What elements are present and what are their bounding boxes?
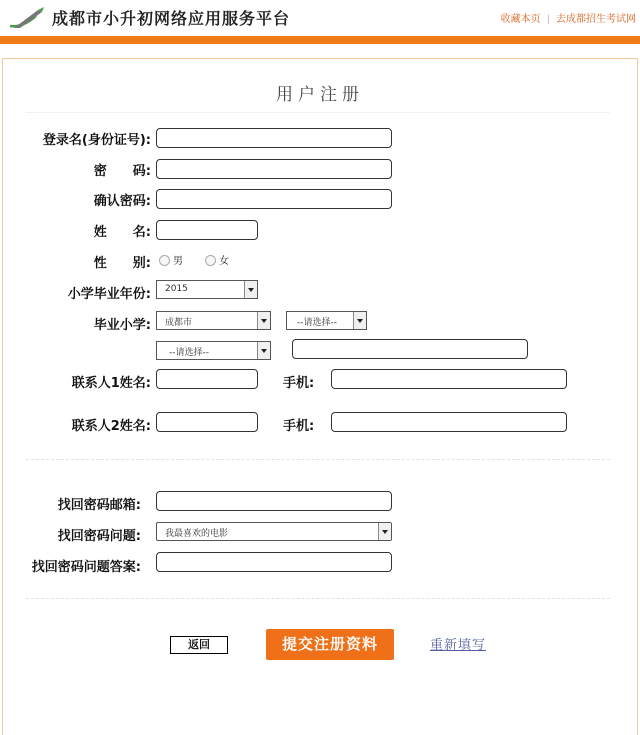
section-divider	[26, 459, 610, 460]
phone2-label: 手机:	[283, 419, 315, 434]
bookmark-link[interactable]: 收藏本页	[500, 14, 541, 25]
contact1-name-input[interactable]	[156, 369, 258, 389]
gender-male-label: 男	[173, 256, 183, 267]
graduation-year-label: 小学毕业年份:	[67, 287, 151, 302]
pen-logo-icon	[8, 6, 48, 30]
graduation-year-value: 2015	[165, 284, 188, 294]
header-accent-bar	[0, 36, 640, 44]
back-button[interactable]: 返回	[170, 636, 228, 654]
contact2-name-input[interactable]	[156, 412, 258, 432]
recovery-email-input[interactable]	[156, 491, 392, 511]
school-area-value: --请选择--	[169, 348, 209, 358]
actions-divider	[26, 598, 610, 599]
recovery-email-label: 找回密码邮箱:	[57, 498, 141, 513]
exam-site-link[interactable]: 去成都招生考试网	[556, 14, 636, 25]
header	[0, 0, 640, 36]
chevron-down-icon	[257, 312, 270, 329]
title-divider	[26, 112, 610, 113]
name-label: 姓 名:	[93, 225, 151, 240]
gender-male-radio[interactable]	[159, 255, 170, 266]
login-label: 登录名(身份证号):	[42, 133, 151, 148]
chevron-down-icon	[353, 312, 366, 329]
phone1-label: 手机:	[283, 376, 315, 391]
recovery-answer-input[interactable]	[156, 552, 392, 572]
school-name-input[interactable]	[292, 339, 528, 359]
confirm-password-label: 确认密码:	[93, 194, 151, 209]
contact2-name-label: 联系人2姓名:	[71, 419, 151, 434]
password-input[interactable]	[156, 159, 392, 179]
gender-female-radio[interactable]	[205, 255, 216, 266]
password-label: 密 码:	[93, 164, 151, 179]
recovery-answer-label: 找回密码问题答案:	[31, 560, 141, 575]
school-district-select[interactable]	[286, 311, 367, 330]
site-title: 成都市小升初网络应用服务平台	[52, 9, 291, 28]
recovery-question-value: 我最喜欢的电影	[165, 529, 229, 539]
chevron-down-icon	[378, 523, 391, 540]
login-input[interactable]	[156, 128, 392, 148]
school-city-select[interactable]	[156, 311, 271, 330]
page-title: 用户注册	[276, 85, 364, 105]
recovery-question-label: 找回密码问题:	[57, 529, 141, 544]
school-city-value: 成都市	[165, 318, 193, 328]
chevron-down-icon	[257, 342, 270, 359]
school-area-select[interactable]	[156, 341, 271, 360]
chevron-down-icon	[244, 281, 257, 298]
confirm-password-input[interactable]	[156, 189, 392, 209]
submit-button[interactable]: 提交注册资料	[266, 629, 394, 660]
school-district-value: --请选择--	[297, 318, 337, 328]
name-input[interactable]	[156, 220, 258, 240]
graduation-year-select[interactable]	[156, 280, 258, 299]
phone1-input[interactable]	[331, 369, 567, 389]
phone2-input[interactable]	[331, 412, 567, 432]
contact1-name-label: 联系人1姓名:	[71, 376, 151, 391]
recovery-question-select[interactable]	[156, 522, 392, 541]
reset-link[interactable]: 重新填写	[430, 638, 487, 653]
school-label: 毕业小学:	[93, 318, 151, 333]
gender-label: 性 别:	[93, 256, 151, 271]
gender-female-label: 女	[219, 256, 229, 267]
link-separator: |	[546, 14, 550, 25]
top-links	[501, 10, 636, 25]
